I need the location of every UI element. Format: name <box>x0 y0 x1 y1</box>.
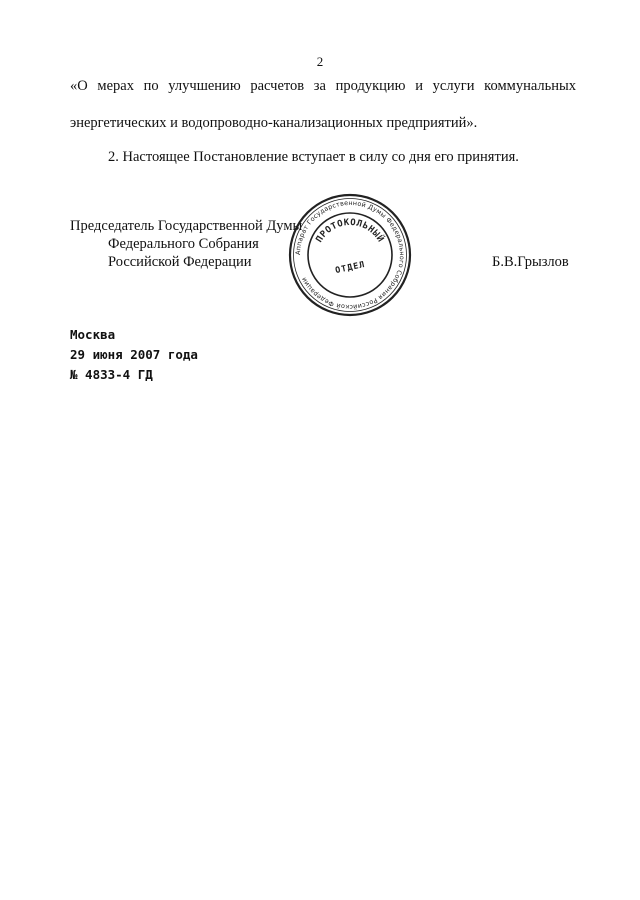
stamp-outer-text: Аппарат Государственной Думы Федерального Собрания Российской Федерации <box>293 198 407 312</box>
official-stamp-icon <box>287 192 413 318</box>
body-text-line-1: «О мерах по улучшению расчетов за продукцию и услуги коммунальных <box>70 78 576 94</box>
signatory-title-line-2: Федерального Собрания <box>108 236 259 252</box>
body-text-line-2: энергетических и водопроводно-канализационных предприятий». <box>70 115 478 131</box>
signatory-title-line-3: Российской Федерации <box>108 254 252 270</box>
signatory-name: Б.В.Грызлов <box>492 254 569 270</box>
page-number: 2 <box>316 54 324 69</box>
signatory-title-line-1: Председатель Государственной Думы <box>70 218 303 234</box>
svg-text:Аппарат Государственной Думы Ф <box>294 199 406 311</box>
footer-city: Москва <box>70 327 116 342</box>
stamp-inner-top-text: ПРОТОКОЛЬНЫЙ <box>314 217 386 245</box>
body-paragraph-2: 2. Настоящее Постановление вступает в силу со дня его принятия. <box>108 149 519 165</box>
document-footer <box>70 325 198 385</box>
footer-date: 29 июня 2007 года <box>70 347 198 362</box>
footer-document-number: № 4833-4 ГД <box>70 367 153 382</box>
stamp-inner-bottom-text: ОТДЕЛ <box>334 259 367 277</box>
